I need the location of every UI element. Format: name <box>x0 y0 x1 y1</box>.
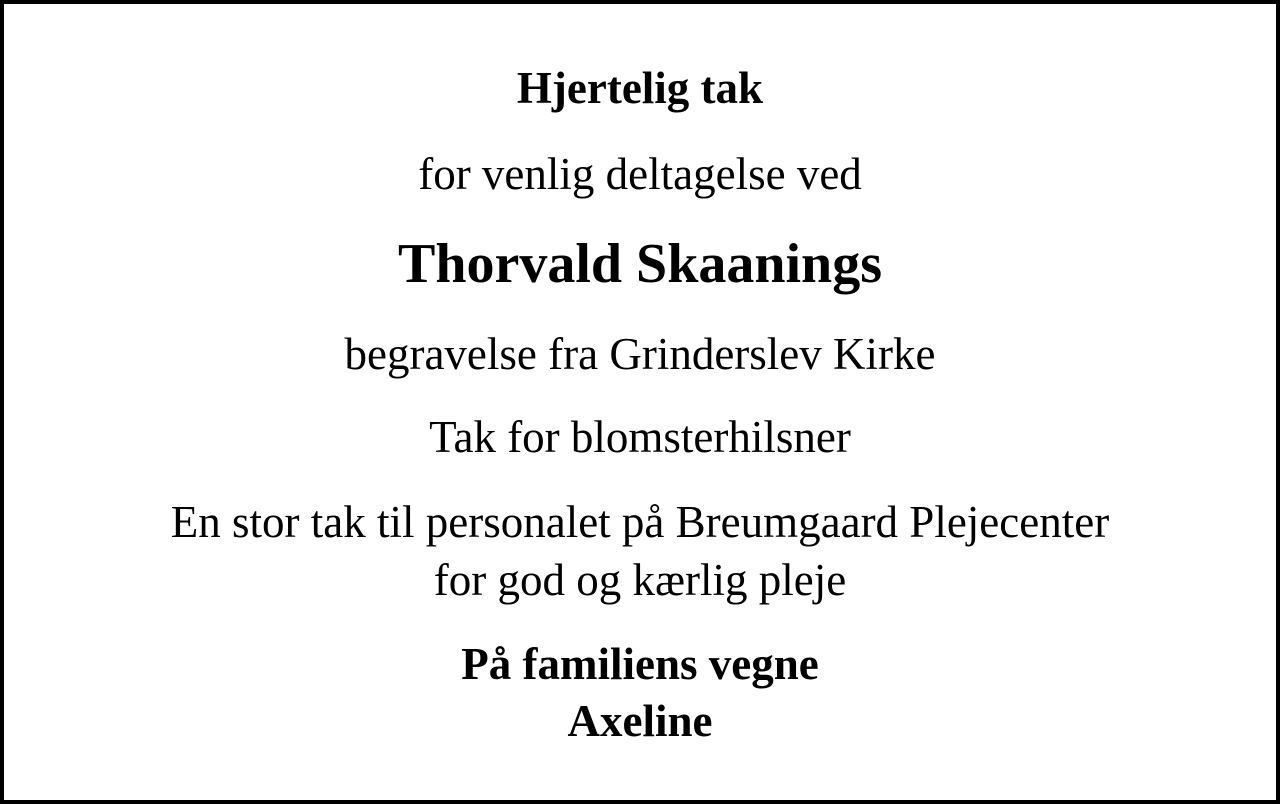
on-behalf-text: På familiens vegne <box>461 639 819 689</box>
funeral-text: begravelse fra Grinderslev Kirke <box>344 329 936 379</box>
staff-thanks-line-1: En stor tak til personalet på Breumgaard Plejecenter <box>170 497 1110 547</box>
staff-thanks-line-2: for god og kærlig pleje <box>433 555 847 605</box>
signer-name: Axeline <box>567 696 713 746</box>
flowers-thanks: Tak for blomsterhilsner <box>429 412 851 462</box>
intro-text: for venlig deltagelse ved <box>418 149 862 199</box>
notice-heading: Hjertelig tak <box>516 63 764 113</box>
deceased-name: Thorvald Skaanings <box>398 233 882 295</box>
